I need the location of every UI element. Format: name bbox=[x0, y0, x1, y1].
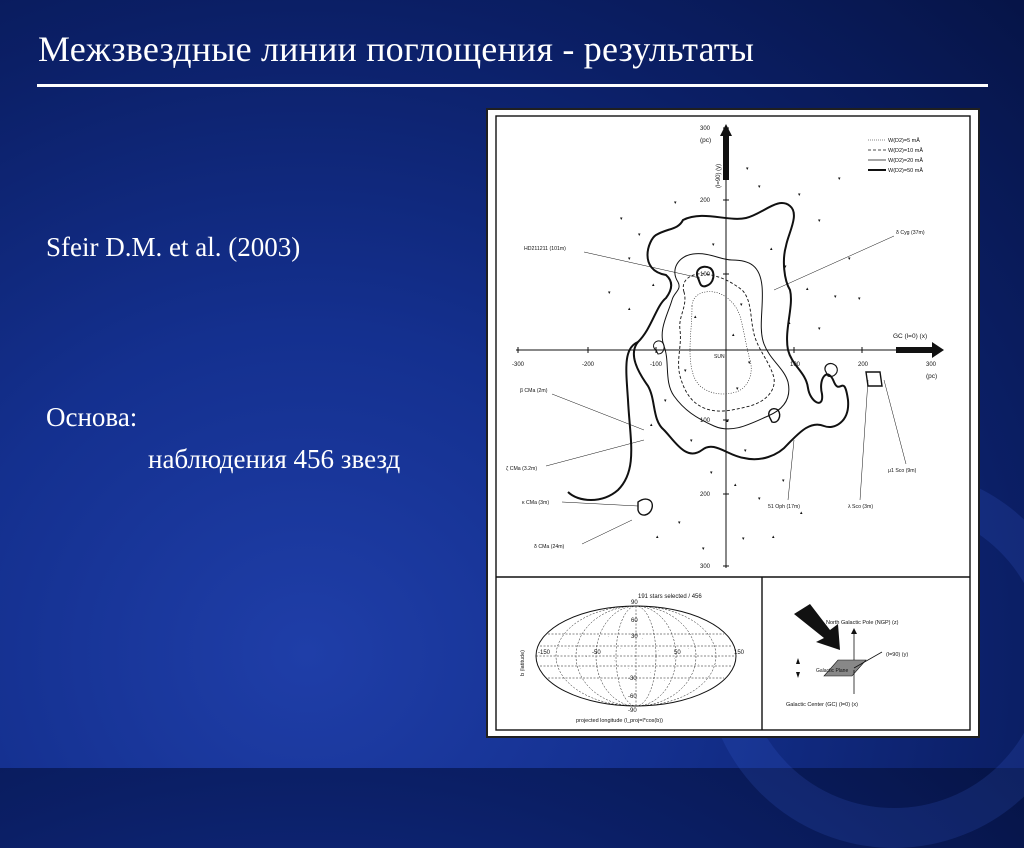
svg-text:·: · bbox=[712, 655, 714, 659]
svg-text:·: · bbox=[580, 667, 582, 671]
x-tick: -100 bbox=[650, 362, 663, 368]
x-tick: -200 bbox=[582, 362, 595, 368]
svg-text:▾: ▾ bbox=[818, 326, 821, 332]
slide-title: Межзвездные линии поглощения - результаты bbox=[38, 29, 755, 69]
svg-text:·: · bbox=[608, 635, 610, 639]
svg-text:▾: ▾ bbox=[608, 290, 611, 296]
star-label-beta-cma: β CMa (2m) bbox=[520, 388, 548, 394]
svg-text:·: · bbox=[674, 657, 676, 661]
svg-text:▾: ▾ bbox=[620, 216, 623, 222]
x-tick: 200 bbox=[858, 362, 869, 368]
svg-text:▾: ▾ bbox=[678, 520, 681, 526]
y-axis-name: (l=90) (y) bbox=[716, 163, 722, 188]
svg-text:▾: ▾ bbox=[748, 360, 751, 366]
y-tick: 200 bbox=[700, 198, 711, 204]
svg-text:·: · bbox=[698, 663, 700, 667]
svg-text:▾: ▾ bbox=[702, 546, 705, 552]
y-tick: 300 bbox=[700, 564, 711, 570]
svg-text:▾: ▾ bbox=[848, 256, 851, 262]
svg-text:▴: ▴ bbox=[772, 534, 775, 540]
svg-text:▾: ▾ bbox=[740, 302, 743, 308]
legend-entry: W(D2)=50 mÅ bbox=[888, 168, 923, 174]
lat-tick: -60 bbox=[628, 694, 637, 700]
svg-text:▴: ▴ bbox=[694, 314, 697, 320]
svg-text:·: · bbox=[598, 673, 600, 677]
title-underline bbox=[37, 84, 988, 87]
reference-text: Sfeir D.M. et al. (2003) bbox=[46, 232, 301, 262]
svg-text:▾: ▾ bbox=[684, 368, 687, 374]
star-label-kappa-cma: κ CMa (3m) bbox=[522, 500, 550, 506]
svg-text:·: · bbox=[556, 659, 558, 663]
l90-label: (l=90) (y) bbox=[886, 652, 909, 658]
svg-text:▾: ▾ bbox=[664, 398, 667, 404]
svg-text:·: · bbox=[642, 637, 644, 641]
lat-tick: 30 bbox=[631, 634, 638, 640]
y-tick-labels bbox=[700, 126, 711, 570]
svg-text:▾: ▾ bbox=[798, 192, 801, 198]
svg-text:▾: ▾ bbox=[628, 256, 631, 262]
y-tick: 300 bbox=[700, 126, 711, 132]
star-label-delta-cma: δ CMa (24m) bbox=[534, 544, 565, 550]
svg-text:·: · bbox=[688, 647, 690, 651]
legend-entry: W(D2)=10 mÅ bbox=[888, 148, 923, 154]
svg-text:▾: ▾ bbox=[858, 296, 861, 302]
lat-tick: 90 bbox=[631, 600, 638, 606]
galactic-plane-label: Galactic Plane bbox=[816, 668, 849, 674]
y-tick: 100 bbox=[700, 418, 711, 424]
legend-entry: W(D2)=5 mÅ bbox=[888, 138, 920, 144]
svg-text:▴: ▴ bbox=[650, 422, 653, 428]
svg-text:▾: ▾ bbox=[712, 242, 715, 248]
lat-tick: -30 bbox=[628, 676, 637, 682]
svg-text:·: · bbox=[586, 655, 588, 659]
svg-text:·: · bbox=[628, 667, 630, 671]
svg-text:▾: ▾ bbox=[782, 478, 785, 484]
svg-text:▾: ▾ bbox=[746, 166, 749, 172]
sky-projection bbox=[520, 594, 745, 724]
observations-text: наблюдения 456 звезд bbox=[148, 444, 401, 474]
svg-text:▾: ▾ bbox=[690, 438, 693, 444]
star-labels bbox=[506, 230, 928, 550]
latitude-axis-label: b (latitude) bbox=[520, 650, 526, 676]
absorption-contours bbox=[568, 203, 882, 515]
results-figure bbox=[486, 108, 980, 738]
svg-text:▴: ▴ bbox=[770, 246, 773, 252]
x-tick-labels bbox=[512, 362, 937, 368]
gc-label: Galactic Center (GC) (l=0) (x) bbox=[786, 702, 858, 708]
svg-text:▴: ▴ bbox=[734, 482, 737, 488]
lon-tick: 50 bbox=[674, 650, 681, 656]
top-panel-axes bbox=[516, 124, 944, 568]
svg-text:▴: ▴ bbox=[656, 534, 659, 540]
svg-text:▴: ▴ bbox=[732, 332, 735, 338]
contour-legend bbox=[868, 137, 923, 174]
lon-tick: 150 bbox=[734, 650, 745, 656]
y-axis-unit: (pc) bbox=[700, 137, 712, 144]
star-label-mu1-sco: μ1 Sco (9m) bbox=[888, 468, 917, 474]
x-axis-unit: (pc) bbox=[926, 373, 938, 380]
lat-tick: -90 bbox=[628, 708, 637, 714]
svg-text:▴: ▴ bbox=[806, 286, 809, 292]
star-label-lambda-sco: λ Sco (3m) bbox=[848, 504, 874, 510]
svg-text:▾: ▾ bbox=[784, 264, 787, 270]
svg-text:▴: ▴ bbox=[726, 418, 729, 424]
svg-text:▴: ▴ bbox=[652, 282, 655, 288]
star-label-delta-cyg: δ Cyg (37m) bbox=[896, 230, 925, 236]
svg-text:·: · bbox=[650, 671, 652, 675]
x-tick: -300 bbox=[512, 362, 525, 368]
svg-text:▾: ▾ bbox=[834, 294, 837, 300]
sun-label: SUN bbox=[714, 354, 725, 360]
svg-text:·: · bbox=[620, 647, 622, 651]
x-axis-name: GC (l=0) (x) bbox=[893, 333, 928, 340]
svg-text:·: · bbox=[634, 645, 636, 649]
lon-tick: -150 bbox=[538, 650, 551, 656]
svg-text:▾: ▾ bbox=[818, 218, 821, 224]
svg-text:▾: ▾ bbox=[838, 176, 841, 182]
svg-text:·: · bbox=[568, 647, 570, 651]
svg-text:▾: ▾ bbox=[758, 184, 761, 190]
legend-entry: W(D2)=20 mÅ bbox=[888, 158, 923, 164]
x-tick: 300 bbox=[926, 362, 937, 368]
svg-text:·: · bbox=[664, 679, 666, 683]
svg-text:·: · bbox=[614, 659, 616, 663]
svg-text:▴: ▴ bbox=[788, 320, 791, 326]
ngp-label: North Galactic Pole (NGP) (z) bbox=[826, 620, 899, 626]
lat-tick: 60 bbox=[631, 618, 638, 624]
svg-text:▴: ▴ bbox=[628, 306, 631, 312]
selection-label: 191 stars selected / 456 bbox=[638, 594, 702, 600]
svg-text:▾: ▾ bbox=[736, 386, 739, 392]
basis-label: Основа: bbox=[46, 402, 138, 432]
y-tick: 200 bbox=[700, 492, 711, 498]
svg-text:▾: ▾ bbox=[674, 200, 677, 206]
svg-text:·: · bbox=[658, 649, 660, 653]
svg-text:▾: ▾ bbox=[710, 470, 713, 476]
x-tick: 100 bbox=[790, 362, 801, 368]
lon-tick: -50 bbox=[592, 650, 601, 656]
star-label-51-oph: 51 Oph (17m) bbox=[768, 504, 801, 510]
svg-text:▾: ▾ bbox=[638, 232, 641, 238]
svg-text:▾: ▾ bbox=[758, 496, 761, 502]
star-label-zeta-cma: ζ CMa (3.2m) bbox=[506, 466, 538, 472]
svg-text:▴: ▴ bbox=[800, 510, 803, 516]
longitude-axis-label: projected longitude (l_proj=l*cos(b)) bbox=[576, 718, 663, 724]
orientation-diagram bbox=[786, 604, 908, 708]
star-markers bbox=[608, 163, 861, 552]
svg-text:▾: ▾ bbox=[742, 536, 745, 542]
y-tick: 100 bbox=[700, 272, 711, 278]
svg-text:▾: ▾ bbox=[744, 448, 747, 454]
star-label-hd211211: HD211211 (101m) bbox=[524, 246, 566, 252]
